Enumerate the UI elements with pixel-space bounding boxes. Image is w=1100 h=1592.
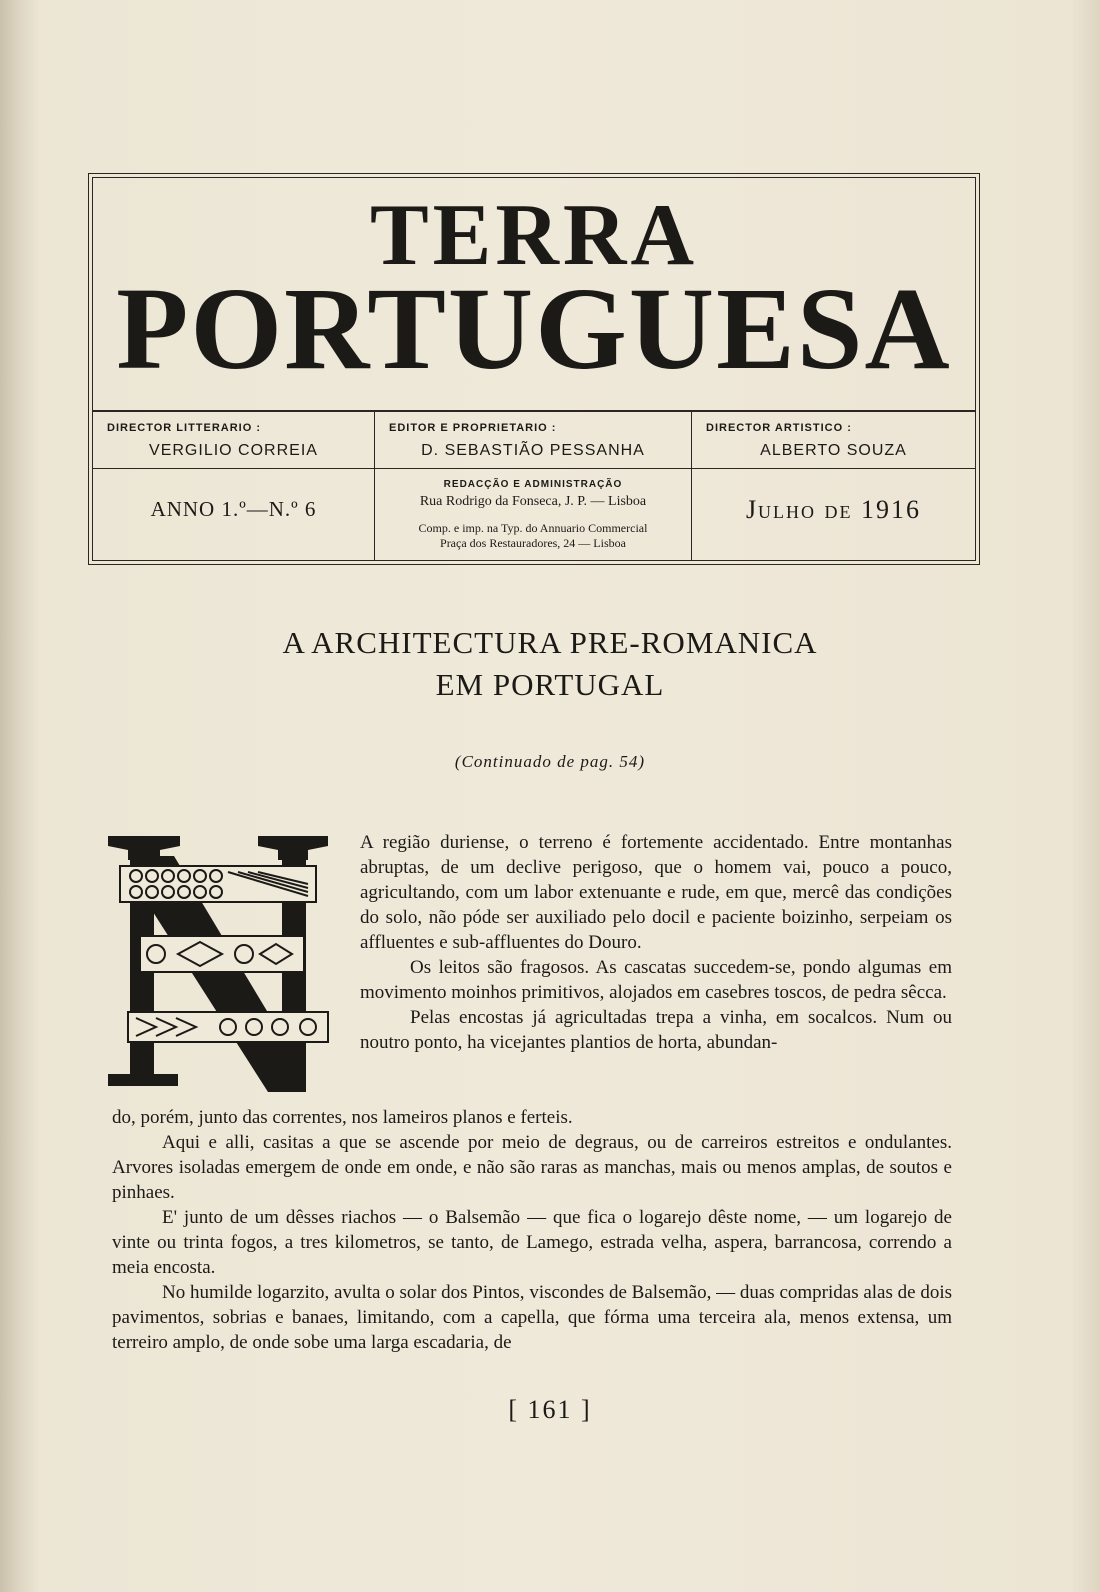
article-body-inset: [360, 830, 952, 1055]
paragraph-5: E' junto de um dêsses riachos — o Balsemão — que fica o logarejo dêste nome, — um logarejo de vinte ou trinta fogos, a tres kilometros, se tanto, de Lamego, estrada velha, aspera, barrancosa, correndo a meia encosta.: [112, 1207, 952, 1278]
paragraph-1: A região duriense, o terreno é fortemente accidentado. Entre montanhas abruptas, de um declive perigoso, que o homem vai, pouco a pouco, agricultando, com um labor extenuante e rude, em que, mercê das condições do solo, não póde ser auxiliado pelo docil e paciente boizinho, serpeiam os affluentes e sub-affluentes do Douro.: [360, 832, 952, 953]
director-litterario-name: VERGILIO CORREIA: [149, 442, 318, 459]
journal-title-line2: PORTUGUESA: [116, 263, 952, 394]
page-number: [ 161 ]: [508, 1395, 592, 1424]
journal-title-line1: TERRA: [369, 187, 699, 284]
issue-cell: [93, 469, 375, 560]
masthead: [92, 177, 976, 561]
ornamental-dropcap-n: [108, 836, 338, 1092]
masthead-title-area: [93, 178, 975, 412]
editor-name: D. SEBASTIÃO PESSANHA: [421, 442, 645, 459]
redaccao-cell: [375, 469, 692, 560]
director-artistico-cell: [692, 410, 975, 468]
director-litterario-label: DIRECTOR LITTERARIO :: [107, 422, 262, 434]
director-artistico-name: ALBERTO SOUZA: [760, 442, 907, 459]
article-title-line1: A ARCHITECTURA PRE-ROMANICA: [282, 625, 818, 660]
editor-label: EDITOR E PROPRIETARIO :: [389, 422, 557, 434]
article-title-line2: EM PORTUGAL: [435, 667, 665, 702]
date-cell: [692, 469, 975, 560]
masthead-info-row: [93, 469, 975, 560]
paragraph-6: No humilde logarzito, avulta o solar dos Pintos, viscondes de Balsemão, — duas compridas alas de dois pavimentos, sobrias e banaes, limitando, com a capella, que fórma uma terceira ala, menos extensa, um terreiro amplo, de onde sobe uma larga escadaria, de: [112, 1282, 952, 1353]
editor-cell: [375, 410, 692, 468]
continued-note: (Continuado de pag. 54): [454, 752, 646, 771]
issue-date: Julho de 1916: [745, 495, 922, 524]
printer-line1: Comp. e imp. na Typ. do Annuario Commercial: [418, 521, 648, 535]
masthead-staff-row: [93, 410, 975, 469]
paragraph-3a: Pelas encostas já agricultadas trepa a vinha, em socalcos. Num ou noutro ponto, ha vicejantes plantios de horta, abundan-: [360, 1007, 952, 1053]
director-litterario-cell: [93, 410, 375, 468]
director-artistico-label: DIRECTOR ARTISTICO :: [706, 422, 852, 434]
paragraph-2: Os leitos são fragosos. As cascatas succedem-se, pondo algumas em movimento moinhos primitivos, alojados em casebres toscos, de pedra sêcca.: [360, 957, 952, 1003]
article-title: [0, 622, 1100, 706]
printer-line2: Praça dos Restauradores, 24 — Lisboa: [440, 536, 626, 550]
article-body-full: [112, 1105, 952, 1355]
paragraph-4: Aqui e alli, casitas a que se ascende por meio de degraus, ou de carreiros estreitos e ondulantes. Arvores isoladas emergem de onde em onde, e não são raras as manchas, mais ou menos amplas, de soutos e pinhaes.: [112, 1132, 952, 1203]
redaccao-title: REDACÇÃO E ADMINISTRAÇÃO: [443, 479, 623, 490]
issue-number: ANNO 1.º—N.º 6: [150, 497, 317, 521]
paragraph-3b: do, porém, junto das correntes, nos lameiros planos e ferteis.: [112, 1107, 573, 1128]
redaccao-address: Rua Rodrigo da Fonseca, J. P. — Lisboa: [419, 494, 647, 509]
